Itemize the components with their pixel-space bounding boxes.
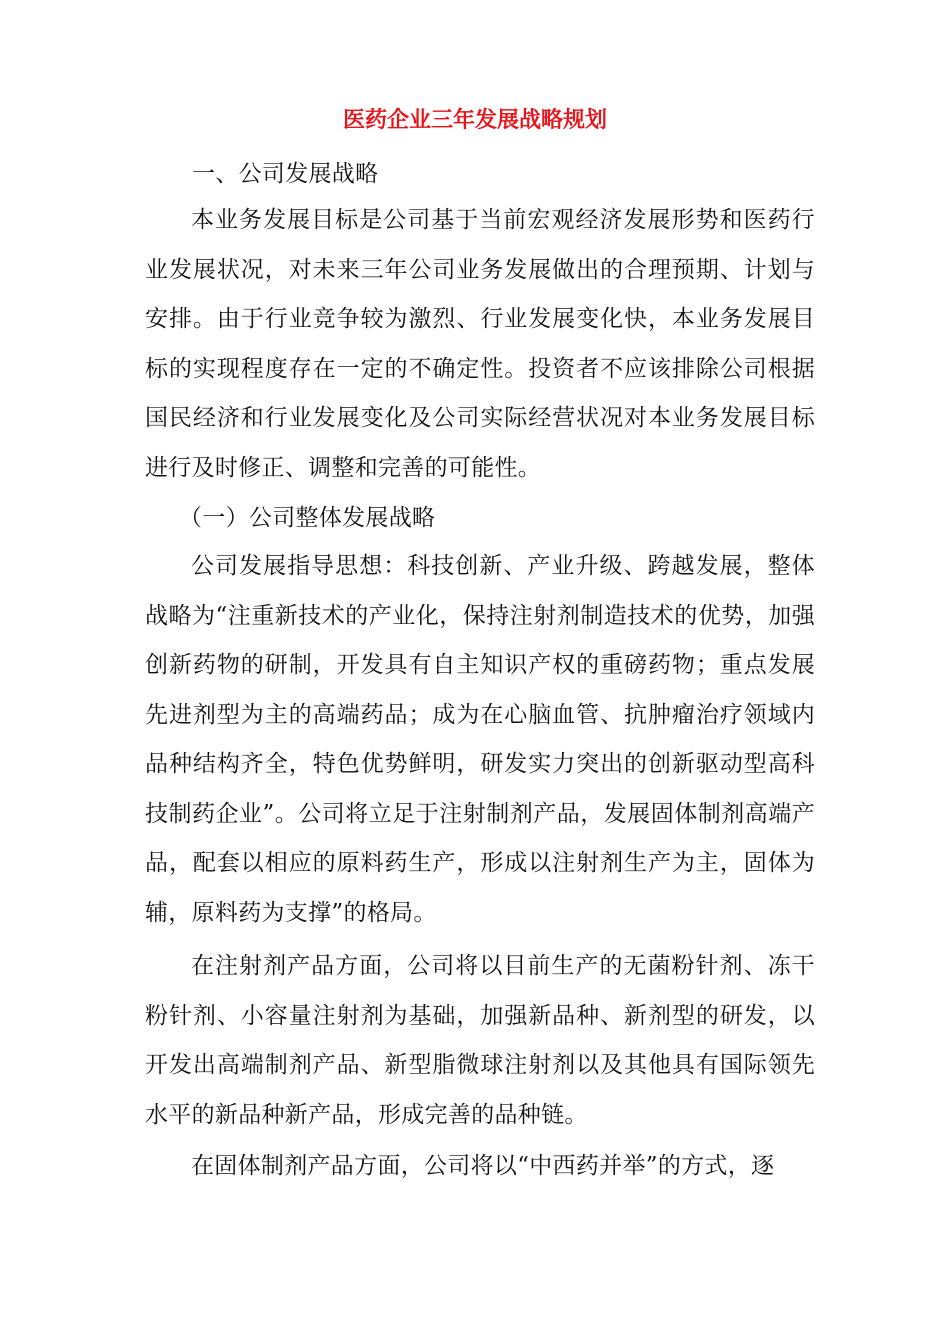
paragraph-injection-products: 在注射剂产品方面，公司将以目前生产的无菌粉针剂、冻干粉针剂、小容量注射剂为基础，加强新品种、新剂型的研发，以开发出高端制剂产品、新型脂微球注射剂以及其他具有国际领先水平的新品种新产品，形成完善的品种链。 bbox=[145, 953, 815, 1128]
paragraph-guiding-strategy: 公司发展指导思想：科技创新、产业升级、跨越发展，整体战略为“注重新技术的产业化，保持注射剂制造技术的优势，加强创新药物的研制，开发具有自主知识产权的重磅药物；重点发展先进剂型为主的高端药品；成为在心脑血管、抗肿瘤治疗领域内品种结构齐全，特色优势鲜明，研发实力突出的创新驱动型高科技制药企业”。公司将立足于注射制剂产品，发展固体制剂高端产品，配套以相应的原料药生产，形成以注射剂生产为主，固体为辅，原料药为支撑”的格局。 bbox=[145, 553, 815, 926]
paragraph-solid-products: 在固体制剂产品方面，公司将以“中西药并举”的方式，逐 bbox=[191, 1153, 775, 1179]
document-title: 医药企业三年发展战略规划 bbox=[342, 108, 607, 133]
section-heading: 一、公司发展战略 bbox=[192, 161, 379, 187]
subsection-heading: （一）公司整体发展战略 bbox=[179, 505, 436, 531]
paragraph-intro: 本业务发展目标是公司基于当前宏观经济发展形势和医药行业发展状况，对未来三年公司业务发展做出的合理预期、计划与安排。由于行业竞争较为激烈、行业发展变化快，本业务发展目标的实现程度存在一定的不确定性。投资者不应该排除公司根据国民经济和行业发展变化及公司实际经营状况对本业务发展目标进行及时修正、调整和完善的可能性。 bbox=[145, 207, 815, 481]
